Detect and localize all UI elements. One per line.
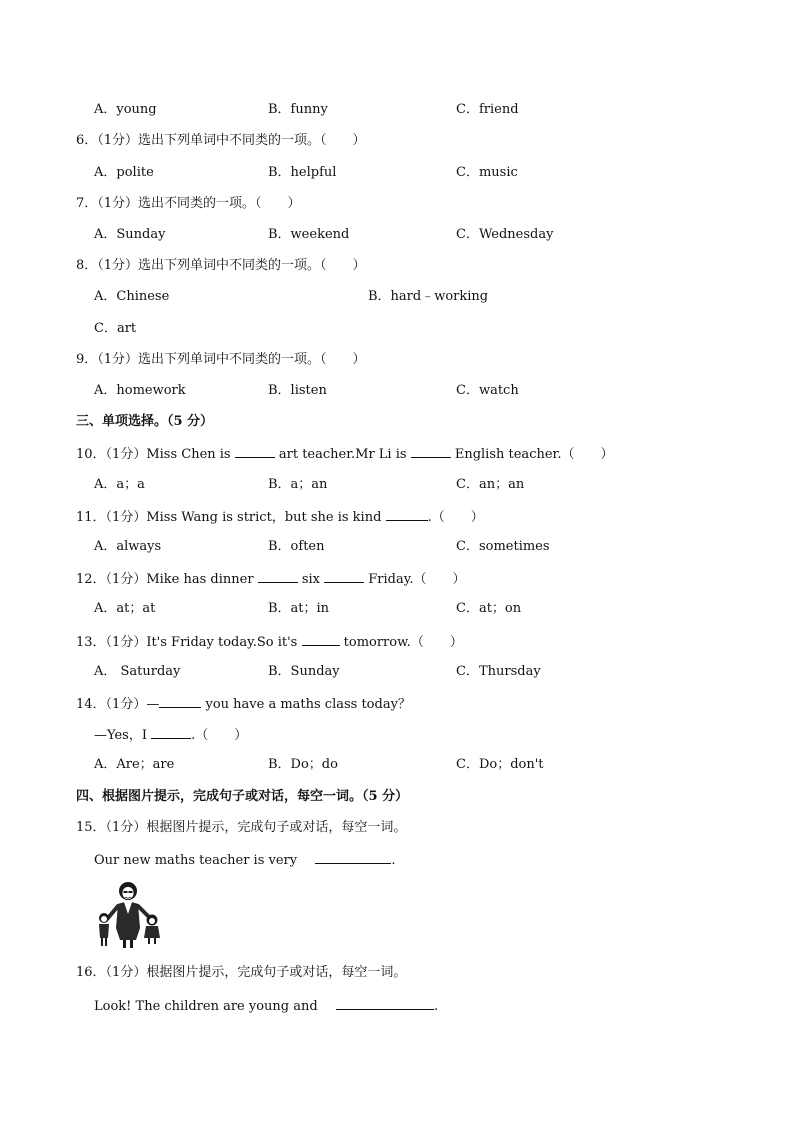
q13-stem <box>76 633 463 651</box>
q12-option-b: B．at；in <box>268 601 330 616</box>
q8-option-c: C．art <box>94 321 137 336</box>
q10-option-c: C．an；an <box>456 477 525 492</box>
q16-blank[interactable] <box>336 997 434 1010</box>
q13-option-b: B．Sunday <box>268 664 340 679</box>
q15-stem: 15．（1分）根据图片提示，完成句子或对话，每空一词。 <box>76 820 407 835</box>
q9-option-c: C．watch <box>456 383 519 398</box>
q10-stem-part1: 10．（1分）Miss Chen is <box>76 447 231 462</box>
q12-stem-part1: 12．（1分）Mike has dinner <box>76 572 254 587</box>
section-3-heading: 三、单项选择。（5 分） <box>76 414 214 429</box>
q16-end: . <box>433 999 439 1014</box>
q8-option-b: B．hard﹣working <box>368 289 489 304</box>
q6-option-c: C．music <box>456 165 518 180</box>
q15-end: . <box>391 853 396 868</box>
q12-stem-part3: Friday.（ ） <box>368 572 466 587</box>
q6-option-a: A．polite <box>94 165 154 180</box>
q8-option-a: A．Chinese <box>94 289 170 304</box>
teacher-with-children-image <box>94 880 166 952</box>
q14-blank-2[interactable] <box>151 726 191 739</box>
q13-stem-part1: 13．（1分）It's Friday today.So it's <box>76 635 298 650</box>
q10-stem <box>76 445 613 463</box>
q7-option-b: B．weekend <box>268 227 350 242</box>
q14-option-c: C．Do；don't <box>456 757 544 772</box>
q13-option-c: C．Thursday <box>456 664 541 679</box>
q11-option-c: C．sometimes <box>456 539 550 554</box>
q11-stem-part2: .（ ） <box>427 510 484 525</box>
q7-stem: 7．（1分）选出不同类的一项。（ ） <box>76 196 301 211</box>
q11-stem <box>76 508 484 526</box>
q13-stem-part2: tomorrow.（ ） <box>343 635 463 650</box>
q12-blank-2[interactable] <box>324 570 364 583</box>
q7-option-a: A．Sunday <box>94 227 166 242</box>
q6-option-b: B．helpful <box>268 165 337 180</box>
q6-stem: 6．（1分）选出下列单词中不同类的一项。（ ） <box>76 133 366 148</box>
q9-option-b: B．listen <box>268 383 327 398</box>
q13-option-a: A． Saturday <box>94 664 181 679</box>
q15-sentence-line <box>94 851 396 869</box>
q16-sentence-line <box>94 997 438 1015</box>
q5-option-b: B．funny <box>268 102 328 117</box>
q12-option-a: A．at；at <box>94 601 156 616</box>
q10-blank-1[interactable] <box>235 445 275 458</box>
q10-blank-2[interactable] <box>411 445 451 458</box>
q11-blank[interactable] <box>386 508 428 521</box>
q14-blank-1[interactable] <box>159 695 201 708</box>
q11-stem-part1: 11．（1分）Miss Wang is strict，but she is kind <box>76 510 382 525</box>
q16-stem: 16．（1分）根据图片提示，完成句子或对话，每空一词。 <box>76 965 407 980</box>
q11-option-a: A．always <box>94 539 162 554</box>
q5-option-a: A．young <box>94 102 157 117</box>
q15-sentence: Our new maths teacher is very <box>94 853 298 868</box>
q14-line2-part2: .（ ） <box>191 728 248 743</box>
q16-sentence: Look! The children are young and <box>94 999 318 1014</box>
q14-line2-part1: —Yes，I <box>94 728 147 743</box>
q14-line-2 <box>94 726 247 744</box>
q9-option-a: A．homework <box>94 383 186 398</box>
q8-stem: 8．（1分）选出下列单词中不同类的一项。（ ） <box>76 258 366 273</box>
section-4-heading: 四、根据图片提示，完成句子或对话，每空一词。（5 分） <box>76 789 409 804</box>
q14-stem <box>76 695 411 713</box>
q13-blank[interactable] <box>302 633 340 646</box>
q10-option-a: A．a；a <box>94 477 145 492</box>
q12-stem <box>76 570 466 588</box>
q14-stem-part2: you have a maths class today？ <box>205 697 411 712</box>
q14-option-a: A．Are；are <box>94 757 175 772</box>
q10-option-b: B．a；an <box>268 477 328 492</box>
q14-stem-part1: 14．（1分）— <box>76 697 160 712</box>
q9-stem: 9．（1分）选出下列单词中不同类的一项。（ ） <box>76 352 366 367</box>
q7-option-c: C．Wednesday <box>456 227 554 242</box>
q10-stem-part3: English teacher.（ ） <box>454 447 614 462</box>
q5-option-c: C．friend <box>456 102 519 117</box>
q11-option-b: B．often <box>268 539 325 554</box>
q12-stem-part2: six <box>301 572 320 587</box>
q14-option-b: B．Do；do <box>268 757 338 772</box>
q10-stem-part2: art teacher.Mr Li is <box>278 447 407 462</box>
q15-blank[interactable] <box>315 851 391 864</box>
q12-blank-1[interactable] <box>258 570 298 583</box>
q12-option-c: C．at；on <box>456 601 522 616</box>
